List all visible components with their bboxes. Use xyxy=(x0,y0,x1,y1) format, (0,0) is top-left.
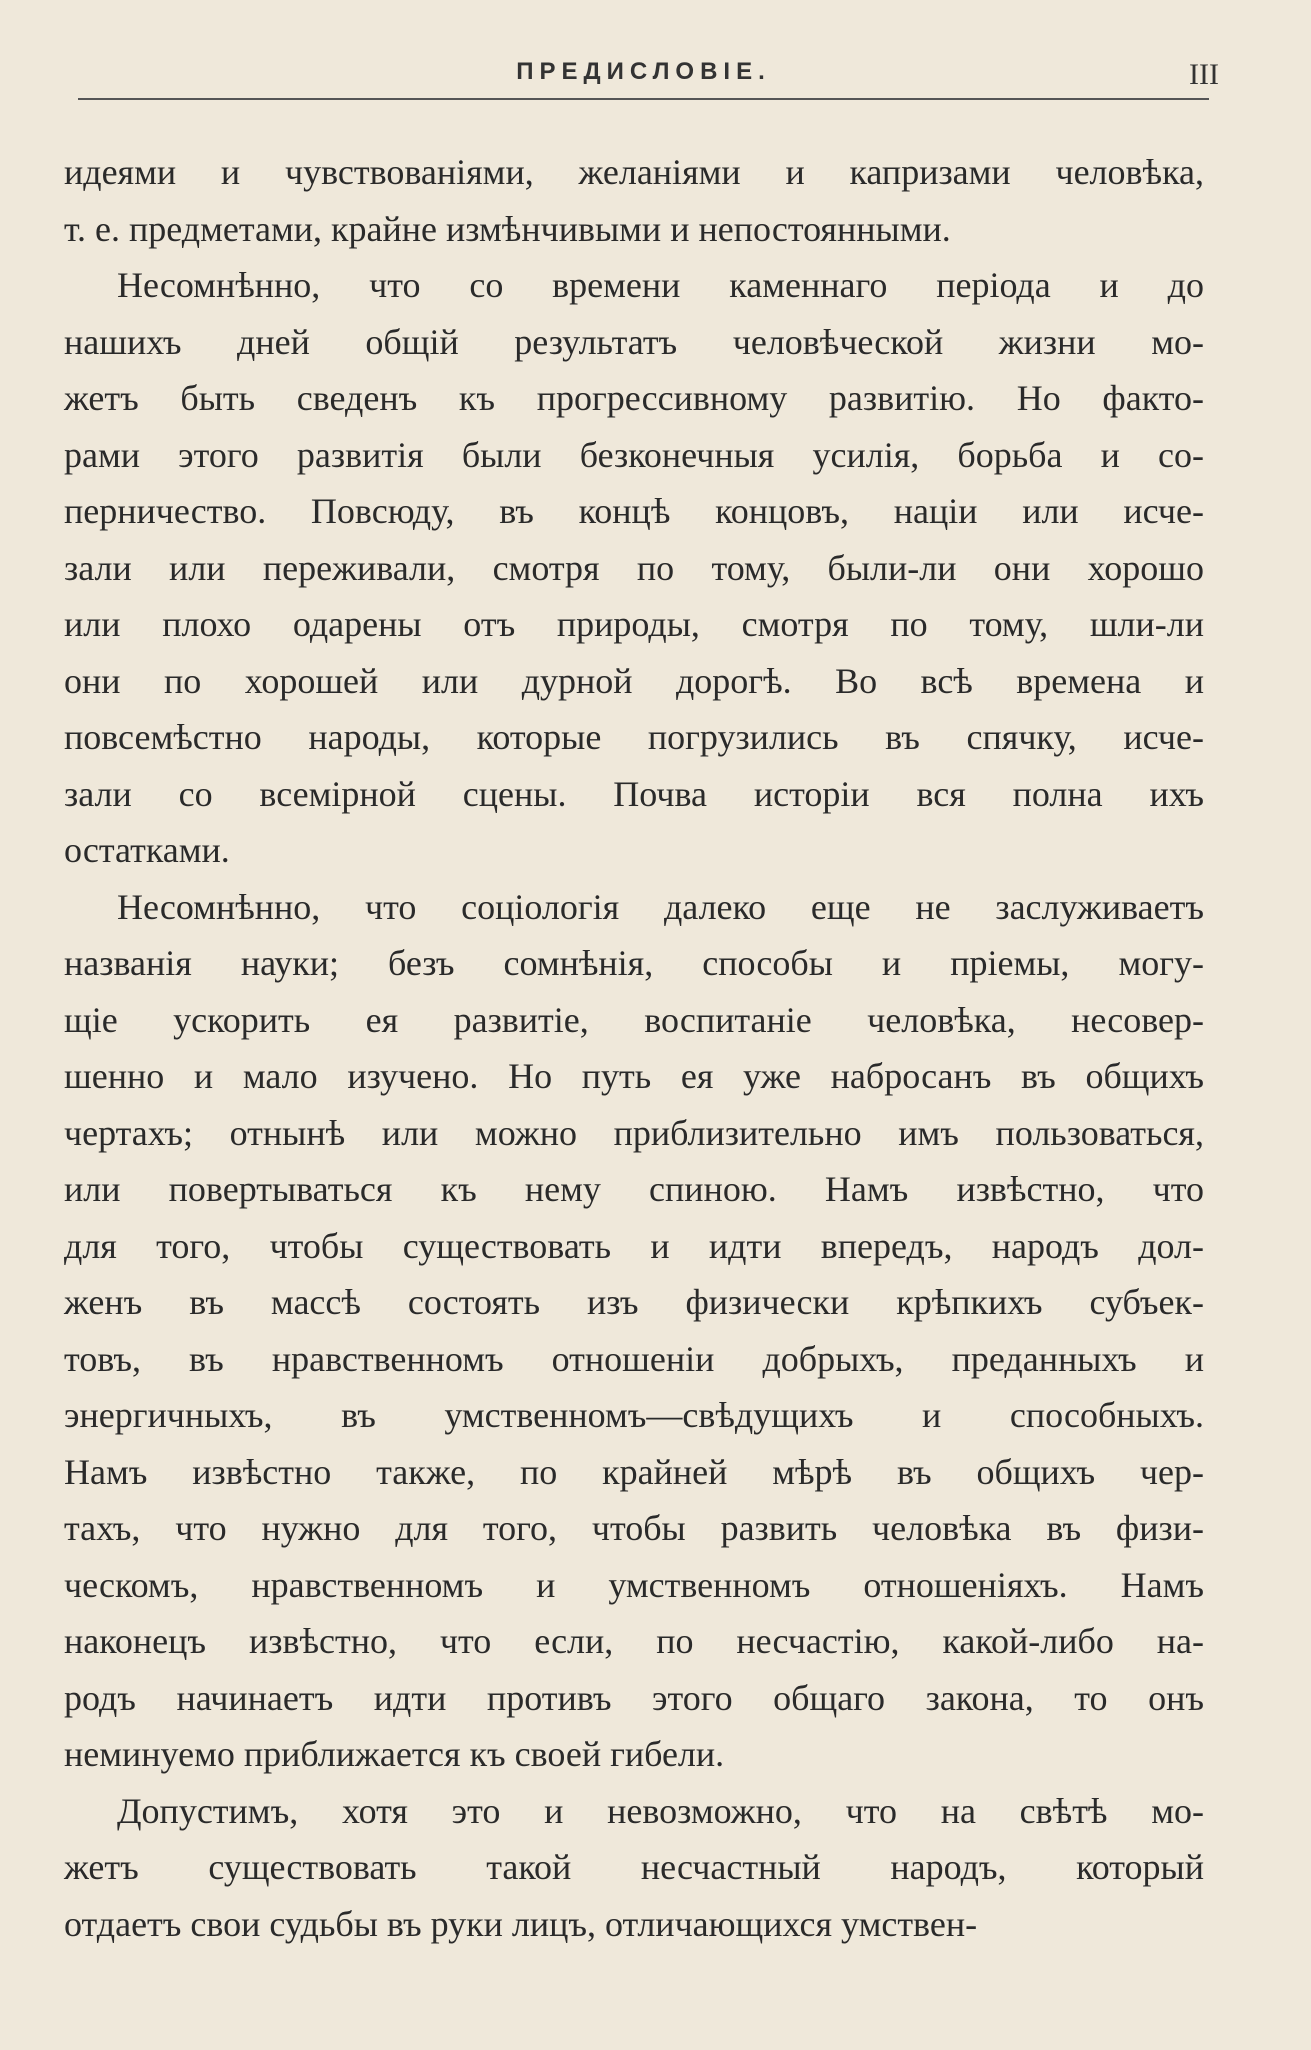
page-number: III xyxy=(1189,58,1219,91)
header-rule xyxy=(78,98,1209,100)
text-line: Несомнѣнно, что соціологія далеко еще не заслуживаетъ xyxy=(117,886,1204,927)
paragraph xyxy=(64,879,1204,1783)
text-line: нашихъ дней общій результатъ человѣческой жизни мо- xyxy=(64,321,1204,362)
body-text xyxy=(64,144,1204,1952)
text-line: повсемѣстно народы, которые погрузились въ спячку, исче- xyxy=(64,717,1204,757)
text-line: для того, чтобы существовать и идти впередъ, народъ дол- xyxy=(64,1225,1204,1266)
text-line: наконецъ извѣстно, что если, по несчастію, какой-либо на- xyxy=(64,1621,1204,1661)
text-line: зали или переживали, смотря по тому, были-ли они хорошо xyxy=(64,547,1204,588)
text-line: жетъ быть сведенъ къ прогрессивному развитію. Но факто- xyxy=(64,378,1204,418)
text-line: отдаетъ свои судьбы въ руки лицъ, отличающихся умствен- xyxy=(64,1903,978,1944)
text-line: жетъ существовать такой несчастный народъ, который xyxy=(64,1847,1204,1887)
text-line: названія науки; безъ сомнѣнія, способы и пріемы, могу- xyxy=(64,943,1204,983)
text-line: Допустимъ, хотя это и невозможно, что на свѣтѣ мо- xyxy=(117,1790,1204,1831)
running-title: ПРЕДИСЛОВІЕ. xyxy=(516,58,771,85)
text-line: Намъ извѣстно также, по крайней мѣрѣ въ общихъ чер- xyxy=(64,1451,1204,1492)
text-line: или плохо одарены отъ природы, смотря по тому, шли-ли xyxy=(64,604,1204,644)
text-line: неминуемо приближается къ своей гибели. xyxy=(64,1734,725,1774)
text-line: щіе ускорить ея развитіе, воспитаніе человѣка, несовер- xyxy=(64,999,1204,1040)
paragraph xyxy=(64,257,1204,879)
text-line: идеями и чувствованіями, желаніями и капризами человѣка, xyxy=(64,152,1204,192)
text-line: они по хорошей или дурной дорогѣ. Во всѣ времена и xyxy=(64,660,1204,701)
paragraph xyxy=(64,1783,1204,1953)
text-line: товъ, въ нравственномъ отношеніи добрыхъ, преданныхъ и xyxy=(64,1338,1204,1379)
text-line: женъ въ массѣ состоять изъ физически крѣпкихъ субъек- xyxy=(64,1282,1204,1322)
text-line: перничество. Повсюду, въ концѣ концовъ, націи или исче- xyxy=(64,491,1204,531)
page-header xyxy=(78,58,1219,102)
text-line: тахъ, что нужно для того, чтобы развить человѣка въ физи- xyxy=(64,1508,1204,1548)
text-line: т. е. предметами, крайне измѣнчивыми и непостоянными. xyxy=(64,208,951,249)
text-line: зали со всемірной сцены. Почва исторіи вся полна ихъ xyxy=(64,773,1204,814)
text-line: рами этого развитія были безконечныя усилія, борьба и со- xyxy=(64,434,1204,475)
text-line: чертахъ; отнынѣ или можно приблизительно имъ пользоваться, xyxy=(64,1112,1204,1153)
text-line: родъ начинаетъ идти противъ этого общаго закона, то онъ xyxy=(64,1677,1204,1718)
text-line: шенно и мало изучено. Но путь ея уже набросанъ въ общихъ xyxy=(64,1056,1204,1096)
text-line: Несомнѣнно, что со времени каменнаго періода и до xyxy=(117,265,1204,305)
text-line: энергичныхъ, въ умственномъ—свѣдущихъ и способныхъ. xyxy=(64,1395,1204,1435)
text-line: остатками. xyxy=(64,830,230,870)
paragraph xyxy=(64,144,1204,257)
text-line: ческомъ, нравственномъ и умственномъ отношеніяхъ. Намъ xyxy=(64,1564,1204,1605)
text-line: или повертываться къ нему спиною. Намъ извѣстно, что xyxy=(64,1169,1204,1209)
